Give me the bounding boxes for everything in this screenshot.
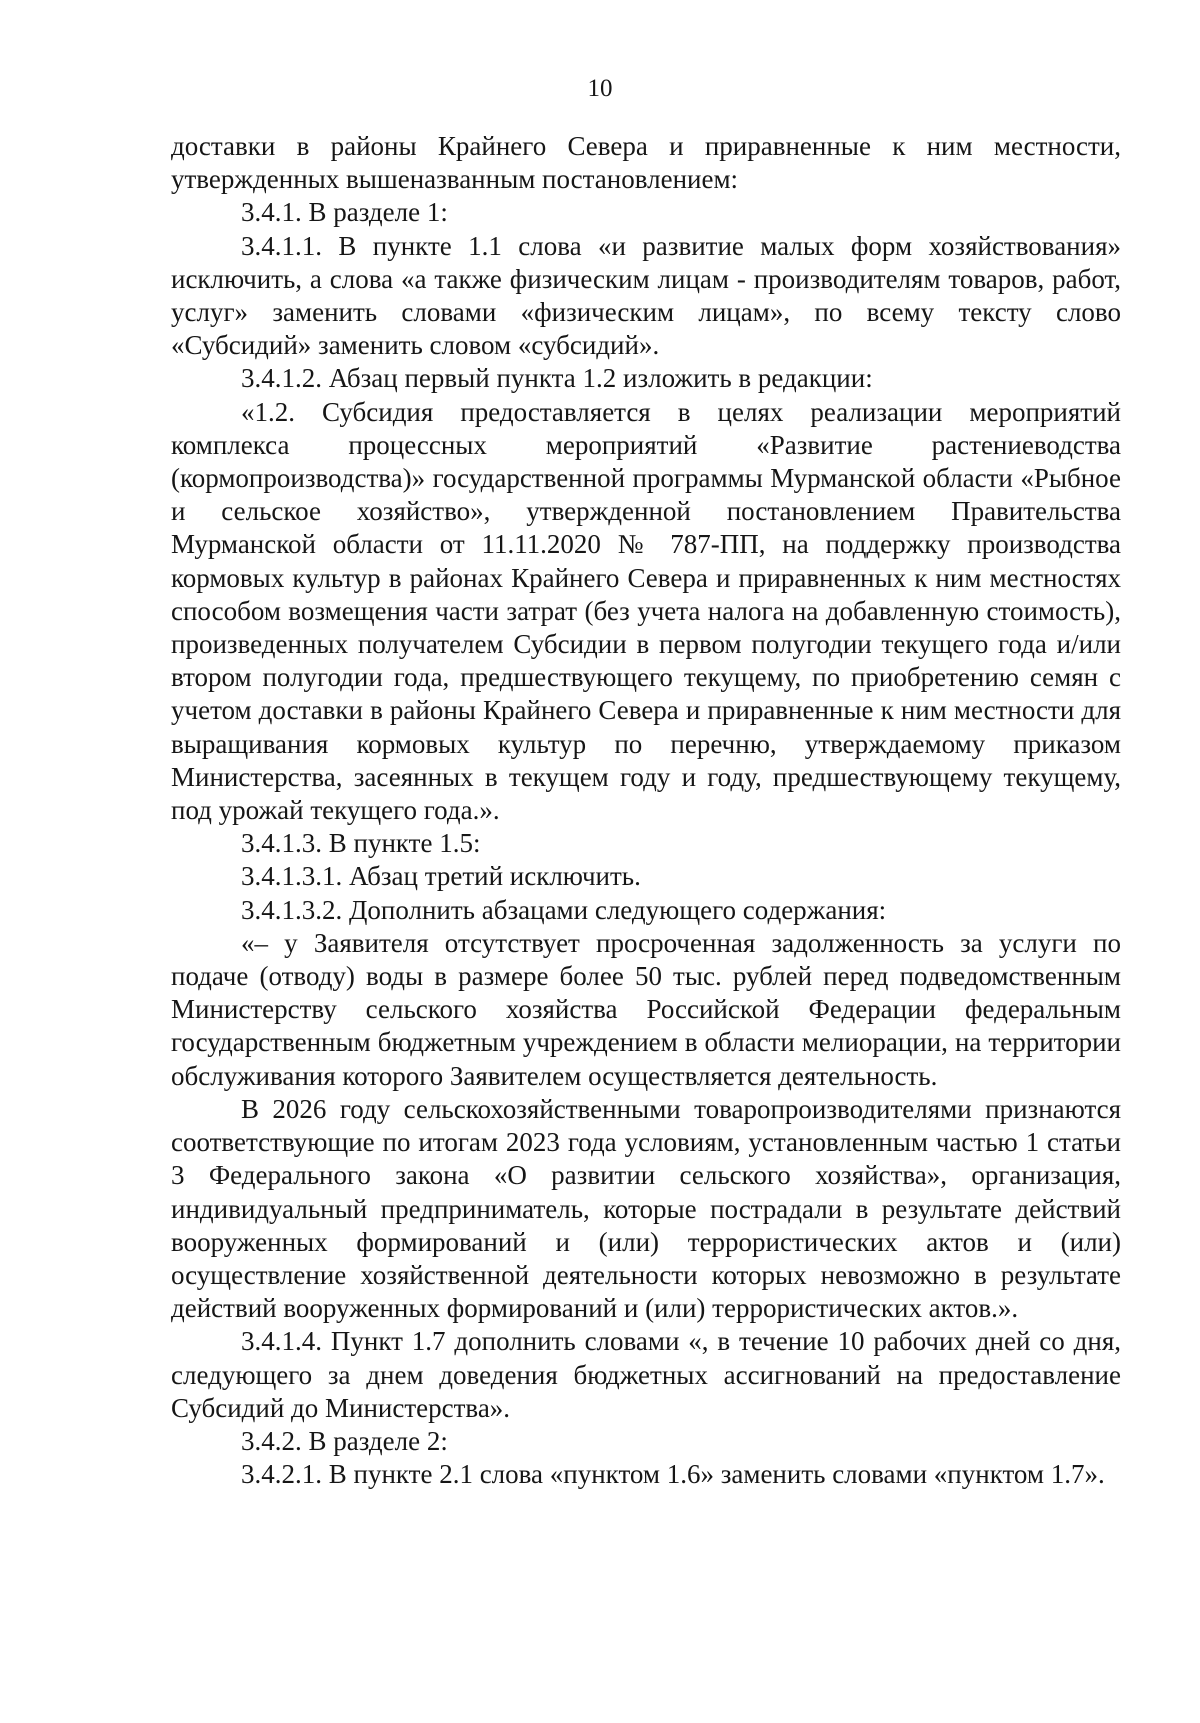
paragraph: 3.4.1.3. В пункте 1.5: (241, 828, 481, 859)
paragraph: 3.4.1. В разделе 1: (241, 197, 448, 228)
document-body (171, 130, 1121, 1491)
paragraph: 3.4.1.2. Абзац первый пункта 1.2 изложить в редакции: (241, 363, 873, 394)
paragraph: 3.4.1.4. Пункт 1.7 дополнить словами «, в течение 10 рабочих дней со дня, следующего за днем доведения бюджетных ассигнований на предоставление Субсидий до Министерства». (171, 1326, 1121, 1423)
paragraph: «– у Заявителя отсутствует просроченная задолженность за услуги по подаче (отводу) воды в размере более 50 тыс. рублей перед подведомственным Министерству сельского хозяйства Российской Федерации федеральным государственным бюджетным учреждением в области мелиорации, на территории обслуживания которого Заявителем осуществляется деятельность. (171, 927, 1121, 1091)
paragraph: 3.4.2.1. В пункте 2.1 слова «пунктом 1.6» заменить словами «пунктом 1.7». (241, 1459, 1105, 1490)
paragraph: В 2026 году сельскохозяйственными товаропроизводителями признаются соответствующие по итогам 2023 года условиям, установленным частью 1 статьи 3 Федерального закона «О развитии сельского хозяйства», организация, индивидуальный предприниматель, которые пострадали в результате действий вооруженных формирований и (или) террористических актов и (или) осуществление хозяйственной деятельности которых невозможно в результате действий вооруженных формирований и (или) террористических актов.». (171, 1093, 1121, 1324)
paragraph: доставки в районы Крайнего Севера и приравненные к ним местности, утвержденных вышеназванным постановлением: (171, 131, 1121, 195)
paragraph: «1.2. Субсидия предоставляется в целях реализации мероприятий комплекса процессных мероприятий «Развитие растениеводства (кормопроизводства)» государственной программы Мурманской области «Рыбное и сельское хозяйство», утвержденной постановлением Правительства Мурманской области от 11.11.2020 № 787-ПП, на поддержку производства кормовых культур в районах Крайнего Севера и приравненных к ним местностях способом возмещения части затрат (без учета налога на добавленную стоимость), произведенных получателем Субсидии в первом полугодии текущего года и/или втором полугодии года, предшествующего текущему, по приобретению семян с учетом доставки в районы Крайнего Севера и приравненные к ним местности для выращивания кормовых культур по перечню, утверждаемому приказом Министерства, засеянных в текущем году и году, предшествующему текущему, под урожай текущего года.». (171, 396, 1121, 826)
paragraph: 3.4.1.3.2. Дополнить абзацами следующего содержания: (241, 894, 887, 925)
paragraph: 3.4.1.1. В пункте 1.1 слова «и развитие малых форм хозяйствования» исключить, а слова «а также физическим лицам - производителям товаров, работ, услуг» заменить словами «физическим лицам», по всему тексту слово «Субсидий» заменить словом «субсидий». (171, 230, 1121, 361)
paragraph: 3.4.2. В разделе 2: (241, 1425, 448, 1456)
paragraph: 3.4.1.3.1. Абзац третий исключить. (241, 861, 641, 892)
page-number: 10 (587, 75, 613, 102)
